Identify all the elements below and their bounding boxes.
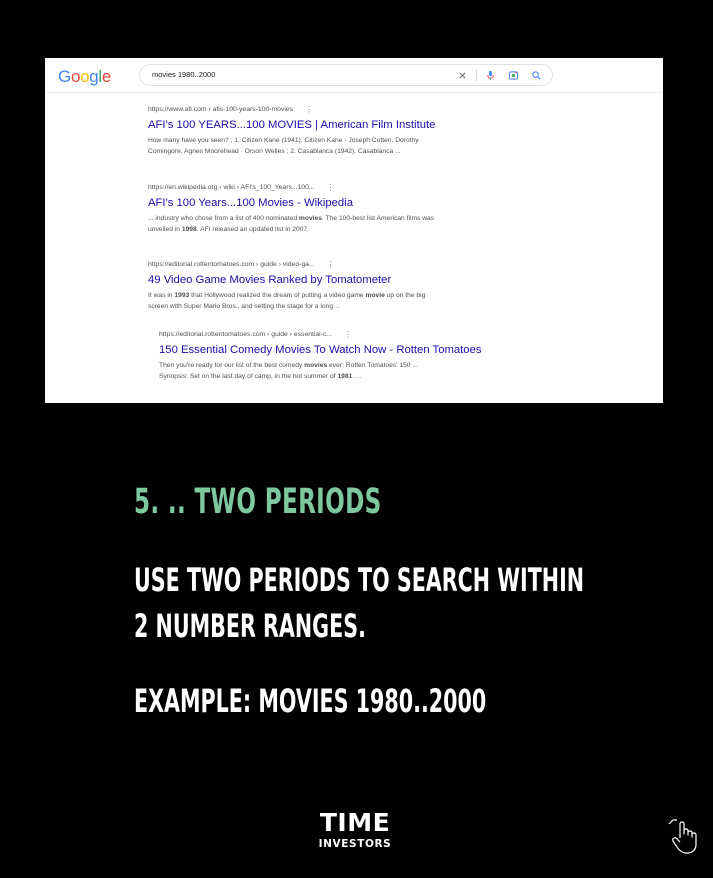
more-options-icon[interactable]: ⋮ — [326, 259, 335, 269]
logo-letter: o — [80, 67, 90, 86]
snippet-text: It was in — [148, 292, 175, 299]
logo-letter: g — [89, 67, 99, 86]
snippet-text: up on the big — [384, 292, 426, 299]
brand-name-bottom: INVESTORS — [318, 838, 392, 850]
snippet-highlight: movie — [365, 292, 385, 299]
result-url[interactable] — [148, 261, 618, 268]
search-icon[interactable] — [531, 70, 542, 81]
snippet-text: screen with Super Mario Bros., and setting the stage for a long ... — [148, 303, 341, 310]
snippet-highlight: movies — [298, 215, 322, 222]
search-result — [148, 261, 618, 312]
snippet-text: unveiled in — [148, 226, 182, 233]
snippet-text: Comingore, Agnes Moorehead · Orson Welles ; 2. Casablanca (1942). Casablanca ... — [148, 148, 401, 155]
result-title[interactable]: 150 Essential Comedy Movies To Watch Now - Rotten Tomatoes — [159, 344, 482, 356]
snippet-text: ever: Rotten Tomatoes' 150 ... — [327, 362, 418, 369]
logo-letter: o — [70, 67, 81, 86]
snippet-highlight: 1981 — [337, 373, 353, 380]
result-url[interactable] — [159, 331, 629, 338]
snippet-text: ... industry who chose from a list of 400 nominated — [148, 215, 299, 222]
snippet-highlight: 1993 — [174, 292, 190, 299]
result-url[interactable] — [148, 106, 618, 113]
google-screenshot — [45, 58, 663, 403]
snippet-text: . The 100-best list American films was — [321, 215, 435, 222]
result-snippet — [148, 135, 618, 157]
search-input[interactable]: movies 1980..2000 — [152, 70, 216, 79]
tip-example: EXAMPLE: MOVIES 1980..2000 — [134, 682, 487, 720]
brand-logo — [300, 810, 410, 850]
result-snippet — [159, 360, 629, 382]
more-options-icon[interactable]: ⋮ — [305, 104, 314, 114]
snippet-text: Synopsis: Set on the last day of camp, in the hot summer of — [159, 373, 338, 380]
snippet-text: . AFI released an updated list in 2007. — [196, 226, 310, 233]
mic-icon[interactable] — [485, 70, 496, 81]
logo-letter: l — [98, 67, 102, 86]
tap-hand-icon — [667, 816, 701, 856]
result-url-text: https://editorial.rottentomatoes.com › guide › essential-c... — [159, 331, 333, 338]
snippet-highlight: movies — [304, 362, 328, 369]
tip-heading: 5. .. TWO PERIODS — [134, 482, 382, 522]
snippet-text: that Hollywood realized the dream of putting a video game — [189, 292, 366, 299]
snippet-text: . ... — [352, 373, 362, 380]
google-logo[interactable] — [58, 67, 111, 87]
snippet-text: Then you're ready for our list of the best comedy — [159, 362, 305, 369]
result-snippet — [148, 213, 618, 235]
logo-letter: G — [58, 67, 71, 86]
result-url-text: https://www.afi.com › afis-100-years-100-movies — [148, 106, 294, 113]
tip-line-2: 2 NUMBER RANGES. — [134, 607, 366, 645]
snippet-text: How many have you seen? ; 1. Citizen Kane (1941). Citizen Kane · Joseph Cotten, Dorothy — [148, 137, 419, 144]
result-title[interactable]: AFI's 100 YEARS...100 MOVIES | American Film Institute — [148, 119, 436, 131]
tip-line-1: USE TWO PERIODS TO SEARCH WITHIN — [134, 561, 585, 599]
result-title[interactable]: AFI's 100 Years...100 Movies - Wikipedia — [148, 197, 353, 209]
close-icon[interactable] — [457, 70, 468, 81]
result-url-text: https://editorial.rottentomatoes.com › guide › video-ga... — [148, 261, 315, 268]
lens-icon[interactable] — [508, 70, 519, 81]
search-box[interactable] — [139, 64, 553, 86]
search-header — [45, 58, 663, 93]
more-options-icon[interactable]: ⋮ — [344, 329, 353, 339]
more-options-icon[interactable]: ⋮ — [326, 182, 335, 192]
result-snippet — [148, 290, 618, 312]
result-url[interactable] — [148, 184, 618, 191]
divider — [476, 69, 477, 82]
search-result — [148, 184, 618, 235]
brand-name-top: TIME — [319, 808, 391, 837]
snippet-highlight: 1998 — [181, 226, 197, 233]
logo-letter: e — [101, 67, 112, 86]
result-title[interactable]: 49 Video Game Movies Ranked by Tomatometer — [148, 274, 392, 286]
search-result — [148, 106, 618, 157]
search-result-nested — [159, 331, 629, 382]
result-url-text: https://en.wikipedia.org › wiki › AFI's_100_Years...100... — [148, 184, 315, 191]
